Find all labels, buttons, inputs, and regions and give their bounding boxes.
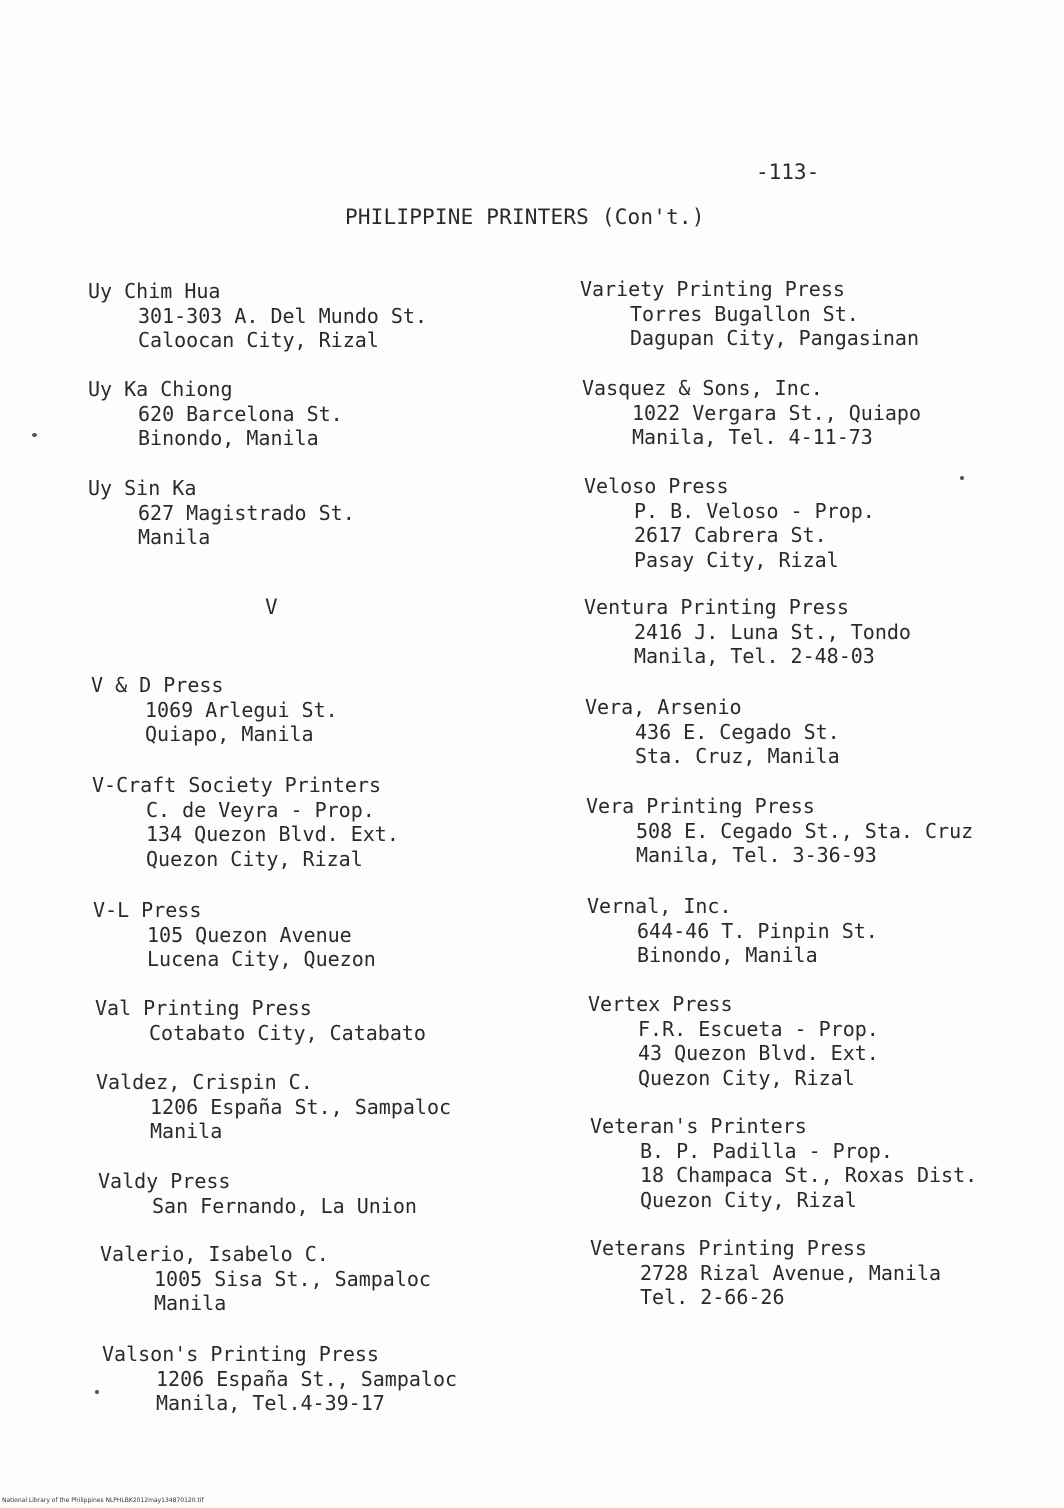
scan-speck: [32, 433, 37, 437]
entry-line: Binondo, Manila: [138, 426, 319, 450]
entry-name: Valdez, Crispin C.: [96, 1070, 313, 1094]
entry-line: 1005 Sisa St., Sampaloc: [154, 1266, 431, 1291]
entry-line: Manila: [154, 1291, 227, 1315]
left-entry: [88, 476, 355, 550]
entry-line: Manila, Tel. 4-11-73: [632, 425, 873, 449]
entry-name: Variety Printing Press: [580, 277, 845, 301]
entry-name: V & D Press: [91, 673, 224, 697]
entry-line: Lucena City, Quezon: [147, 947, 376, 971]
entry-name: Ventura Printing Press: [584, 595, 849, 619]
entry-line: 43 Quezon Blvd. Ext.: [638, 1041, 879, 1065]
entry-line: Torres Bugallon St.: [630, 301, 859, 326]
entry-line: Manila: [150, 1119, 223, 1143]
right-entry: [590, 1114, 977, 1212]
entry-line: 1069 Arlegui St.: [145, 697, 338, 722]
entry-line: 134 Quezon Blvd. Ext.: [146, 822, 399, 846]
left-entry: [95, 996, 426, 1045]
entry-line: 627 Magistrado St.: [138, 500, 355, 525]
right-entry: [582, 376, 921, 450]
scan-speck: [95, 1390, 99, 1394]
entry-name: Vasquez & Sons, Inc.: [582, 376, 823, 400]
entry-line: Quezon City, Rizal: [638, 1065, 855, 1090]
entry-line: Quiapo, Manila: [145, 722, 314, 746]
entry-name: Val Printing Press: [95, 996, 312, 1020]
entry-line: Caloocan City, Rizal: [138, 328, 379, 352]
entry-line: P. B. Veloso - Prop.: [634, 498, 875, 523]
page-number: -113-: [756, 160, 820, 184]
scan-footer: National Library of the Philippines NLPHLBK2012may134870120.tif: [2, 1497, 204, 1504]
entry-name: Vernal, Inc.: [587, 894, 732, 918]
entry-name: V-L Press: [93, 898, 202, 922]
entry-line: Manila, Tel. 3-36-93: [636, 843, 877, 867]
left-entry: [96, 1070, 451, 1144]
entry-name: Vera, Arsenio: [585, 695, 742, 719]
entry-name: Veteran's Printers: [590, 1114, 807, 1138]
entry-line: 620 Barcelona St.: [138, 401, 343, 426]
entry-line: Quezon City, Rizal: [146, 846, 363, 871]
entry-line: San Fernando, La Union: [152, 1193, 417, 1218]
entry-name: Veloso Press: [584, 474, 729, 498]
entry-name: Vera Printing Press: [586, 794, 815, 818]
scan-speck: [960, 476, 964, 480]
left-entry: [92, 773, 399, 871]
entry-line: 508 E. Cegado St., Sta. Cruz: [636, 818, 974, 843]
entry-line: 2728 Rizal Avenue, Manila: [640, 1260, 942, 1285]
entry-line: 105 Quezon Avenue: [147, 922, 352, 947]
page-title: PHILIPPINE PRINTERS (Con't.): [345, 205, 705, 229]
left-entry: [88, 279, 427, 353]
entry-name: V-Craft Society Printers: [92, 773, 381, 797]
entry-line: 1022 Vergara St., Quiapo: [632, 400, 921, 425]
left-entry: [93, 898, 376, 972]
right-entry: [584, 595, 911, 669]
right-entry: [590, 1236, 941, 1310]
entry-line: F.R. Escueta - Prop.: [638, 1016, 879, 1041]
entry-name: Uy Chim Hua: [88, 279, 221, 303]
entry-line: Dagupan City, Pangasinan: [630, 326, 919, 350]
entry-line: 644-46 T. Pinpin St.: [637, 918, 878, 943]
entry-line: Manila: [138, 525, 211, 549]
entry-name: Uy Ka Chiong: [88, 377, 233, 401]
entry-line: 301-303 A. Del Mundo St.: [138, 303, 427, 328]
right-entry: [580, 277, 919, 351]
entry-name: Uy Sin Ka: [88, 476, 197, 500]
entry-line: 436 E. Cegado St.: [635, 719, 840, 744]
entry-name: Valdy Press: [98, 1169, 231, 1193]
left-entry: [100, 1242, 431, 1316]
right-entry: [587, 894, 878, 968]
entry-line: Manila, Tel. 2-48-03: [634, 644, 875, 668]
entry-line: Quezon City, Rizal: [640, 1187, 857, 1212]
right-entry: [586, 794, 973, 868]
entry-line: Pasay City, Rizal: [634, 547, 839, 572]
right-entry: [585, 695, 840, 769]
entry-line: 1206 España St., Sampaloc: [150, 1094, 452, 1119]
entry-name: Valerio, Isabelo C.: [100, 1242, 329, 1266]
entry-line: 2416 J. Luna St., Tondo: [634, 619, 911, 644]
right-entry: [588, 992, 879, 1090]
right-entry: [584, 474, 875, 572]
left-entry: [88, 377, 343, 451]
entry-line: 2617 Cabrera St.: [634, 523, 827, 547]
entry-line: Tel. 2-66-26: [640, 1285, 785, 1309]
entry-line: 18 Champaca St., Roxas Dist.: [640, 1163, 978, 1187]
entry-line: 1206 España St., Sampaloc: [156, 1366, 458, 1391]
entry-name: Valson's Printing Press: [102, 1342, 379, 1366]
left-entry: [91, 673, 338, 747]
left-entry: [102, 1342, 457, 1416]
entry-line: C. de Veyra - Prop.: [146, 797, 375, 822]
entry-line: Binondo, Manila: [637, 943, 818, 967]
entry-line: Manila, Tel.4-39-17: [156, 1391, 385, 1415]
entry-line: Sta. Cruz, Manila: [635, 744, 840, 768]
entry-name: Vertex Press: [588, 992, 733, 1016]
section-letter: V: [265, 595, 278, 619]
entry-line: B. P. Padilla - Prop.: [640, 1138, 893, 1163]
entry-line: Cotabato City, Catabato: [149, 1020, 426, 1045]
entry-name: Veterans Printing Press: [590, 1236, 867, 1260]
left-entry: [98, 1169, 417, 1218]
